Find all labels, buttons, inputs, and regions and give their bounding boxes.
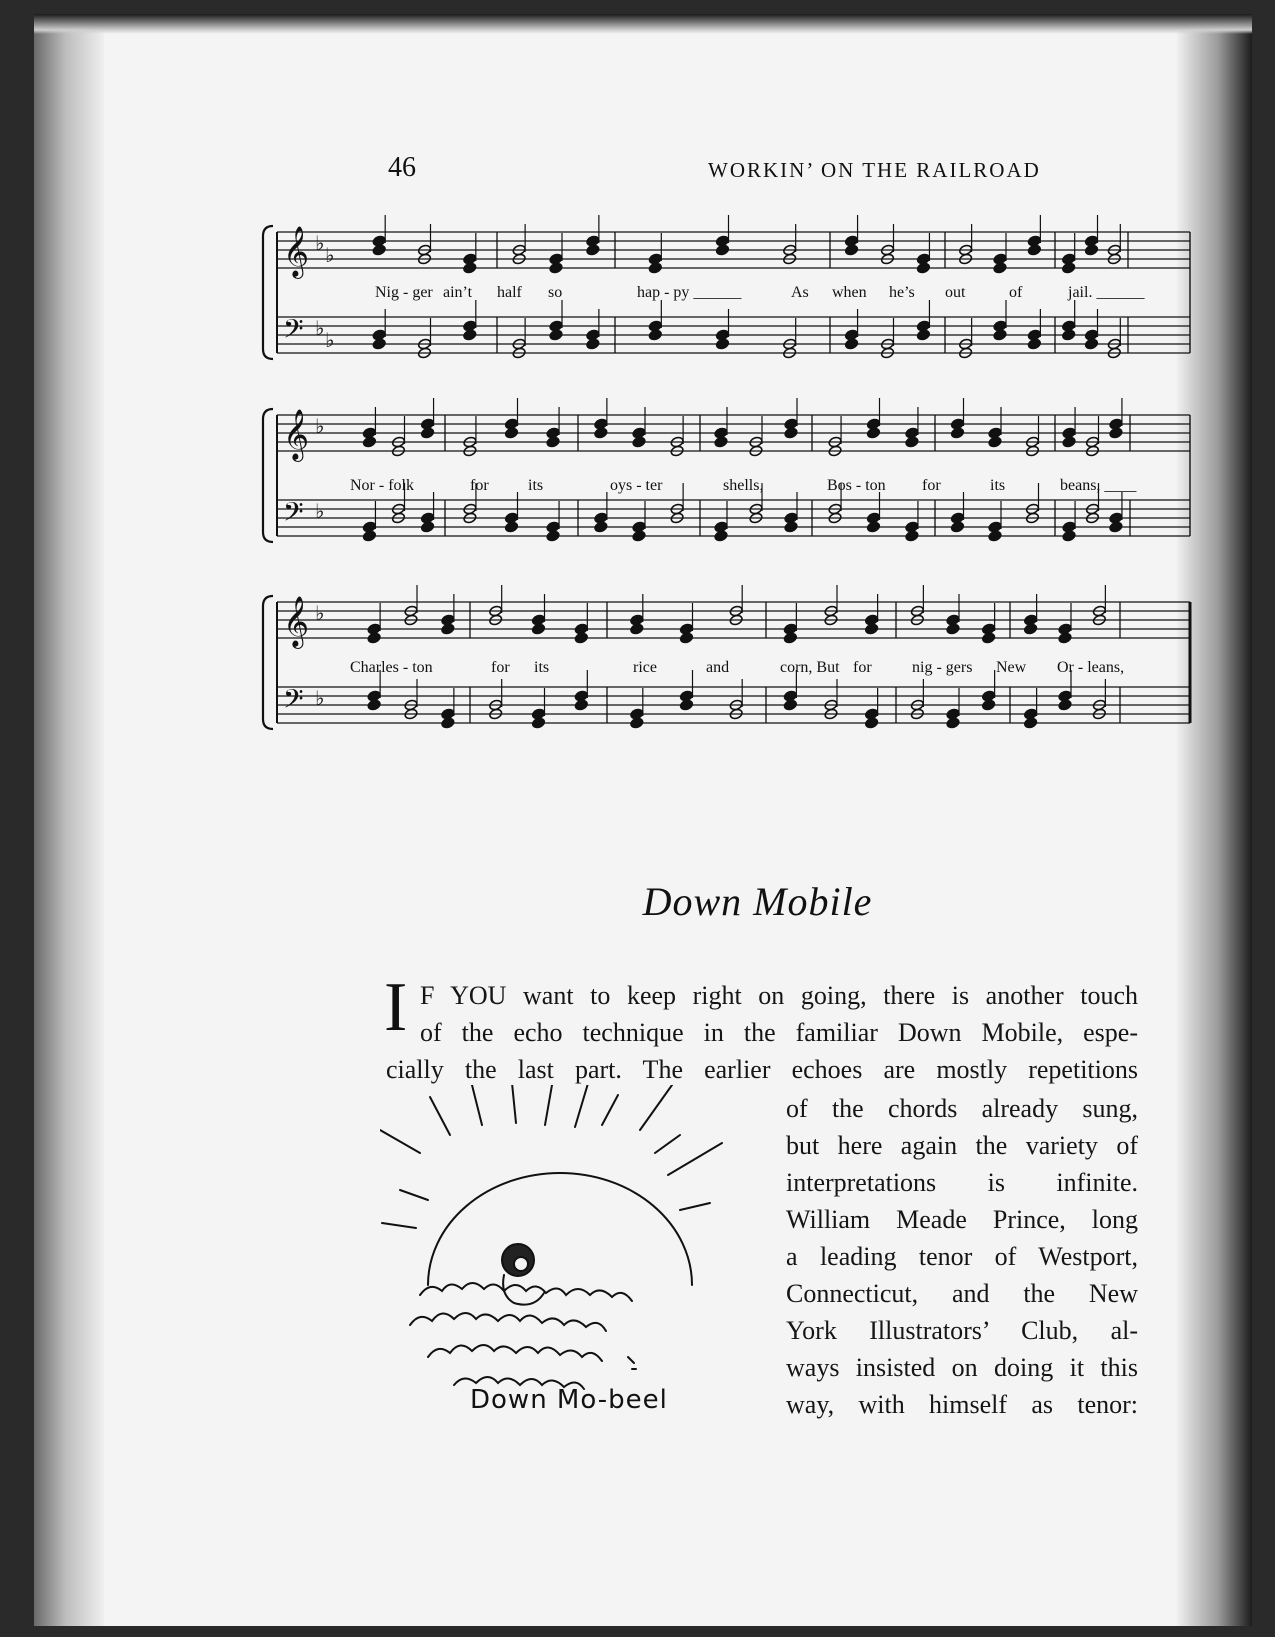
note-head [844, 244, 858, 256]
note-head [372, 244, 386, 256]
text-line: a leading tenor of Westport, [786, 1242, 1138, 1271]
illustration-caption: Down Mo-beel [470, 1385, 668, 1415]
music-system [263, 215, 1190, 359]
lyric-syllable: its [990, 477, 1006, 494]
note-head [549, 262, 563, 274]
note-head [531, 623, 545, 635]
system-bracket [263, 596, 273, 729]
note-head [630, 717, 644, 729]
flat-key-signature-icon: ♭ [315, 501, 325, 523]
text-line: interpretations is infinite. [786, 1168, 1138, 1197]
running-head: WORKIN’ ON THE RAILROAD [708, 158, 1041, 182]
bass-clef-icon: 𝄢 [283, 496, 304, 534]
note-head [504, 427, 518, 439]
note-head [679, 699, 693, 711]
note-head [715, 244, 729, 256]
note-head [362, 530, 376, 542]
section-title: Down Mobile [642, 879, 873, 924]
note-head [783, 699, 797, 711]
note-head [865, 717, 879, 729]
lyric-syllable: jail. ______ [1068, 284, 1145, 301]
note-head [574, 699, 588, 711]
treble-clef-icon: 𝄞 [283, 409, 310, 460]
lyric-syllable: Nig - ger [375, 284, 433, 301]
note-head [441, 717, 455, 729]
note-head [367, 632, 381, 644]
treble-clef-icon: 𝄞 [283, 596, 310, 647]
music-system [263, 585, 1190, 729]
note-head [1062, 329, 1076, 341]
lyric-syllable: he’s [889, 284, 915, 301]
lyric-syllable: its [528, 477, 544, 494]
note-head [714, 436, 728, 448]
lyric-syllable: Charles - ton [350, 659, 433, 676]
lyric-syllable: beans, ____ [1060, 477, 1137, 494]
note-head [1062, 530, 1076, 542]
note-head [905, 436, 919, 448]
note-head [1027, 244, 1041, 256]
note-head [1109, 521, 1123, 533]
note-head [1084, 244, 1098, 256]
lyric-syllable: Nor - folk [350, 477, 414, 494]
flat-key-signature-icon: ♭ [315, 688, 325, 710]
note-head [630, 623, 644, 635]
note-head [866, 427, 880, 439]
note-head [632, 530, 646, 542]
note-head [463, 329, 477, 341]
note-head [1024, 623, 1038, 635]
note-head [1062, 436, 1076, 448]
lyric-syllable: half [497, 284, 522, 301]
bass-clef-icon: 𝄢 [283, 313, 304, 351]
flat-key-signature-icon: ♭ [315, 416, 325, 438]
note-head [546, 436, 560, 448]
lyric-syllable: Or - leans, [1057, 659, 1125, 676]
note-head [1084, 338, 1098, 350]
note-head [844, 338, 858, 350]
note-head [784, 427, 798, 439]
article-paragraph [384, 969, 1138, 1088]
note-head [549, 329, 563, 341]
note-head [1062, 262, 1076, 274]
text-line: but here again the variety of [786, 1131, 1138, 1160]
bass-staff [277, 670, 1190, 729]
note-head [546, 530, 560, 542]
note-head [1058, 632, 1072, 644]
lyric-syllable: oys - ter [610, 477, 663, 494]
text-line: ways insisted on doing it this [786, 1353, 1138, 1382]
singer-figure [502, 1244, 544, 1305]
note-head [950, 521, 964, 533]
note-head [420, 521, 434, 533]
note-head [714, 530, 728, 542]
note-head [916, 262, 930, 274]
lyric-syllable: Bos - ton [827, 477, 886, 494]
sun-rays [380, 1085, 722, 1228]
note-head [574, 632, 588, 644]
note-head [982, 632, 996, 644]
lyric-syllable: nig - gers [912, 659, 973, 676]
lyric-syllable: its [534, 659, 550, 676]
text-line: F YOU want to keep right on going, there is another touch [420, 981, 1138, 1010]
note-head [905, 530, 919, 542]
text-line: way, with himself as tenor: [786, 1390, 1138, 1419]
note-head [784, 521, 798, 533]
treble-staff [277, 398, 1190, 462]
text-line: York Illustrators’ Club, al- [786, 1316, 1138, 1345]
note-head [1024, 717, 1038, 729]
lyric-syllable: rice [633, 659, 657, 676]
note-head [504, 521, 518, 533]
note-head [679, 632, 693, 644]
note-head [362, 436, 376, 448]
system-bracket [263, 226, 273, 359]
note-head [586, 338, 600, 350]
note-head [865, 623, 879, 635]
sun-arc [428, 1173, 692, 1285]
note-head [594, 427, 608, 439]
treble-clef-icon: 𝄞 [283, 226, 310, 277]
note-head [594, 521, 608, 533]
artist-monogram [628, 1357, 636, 1369]
lyric-syllable: for [922, 477, 941, 494]
note-head [420, 427, 434, 439]
text-line: of the echo technique in the familiar Down Mobile, espe- [420, 1018, 1138, 1047]
flat-key-signature-icon: ♭ [315, 233, 325, 255]
note-head [586, 244, 600, 256]
note-head [946, 717, 960, 729]
bass-staff [277, 300, 1190, 359]
note-head [531, 717, 545, 729]
lyric-syllable: for [853, 659, 872, 676]
text-line: Connecticut, and the New [786, 1279, 1138, 1308]
flat-key-signature-icon: ♭ [325, 330, 335, 352]
lyric-syllable: of [1009, 284, 1023, 301]
lyric-syllable: so [548, 284, 563, 301]
note-head [1058, 699, 1072, 711]
text-line: of the chords already sung, [786, 1094, 1138, 1123]
page-number: 46 [388, 152, 416, 183]
note-head [1109, 427, 1123, 439]
clouds [410, 1283, 632, 1389]
note-head [648, 262, 662, 274]
lyric-syllable: out [945, 284, 966, 301]
note-head [715, 338, 729, 350]
sheet-music-score [0, 0, 1275, 800]
note-head [441, 623, 455, 635]
note-head [982, 699, 996, 711]
note-head [1027, 338, 1041, 350]
sunrise-illustration [380, 1085, 740, 1395]
note-head [648, 329, 662, 341]
article-paragraph-wrapped [786, 1090, 1138, 1423]
note-head [988, 436, 1002, 448]
music-system [263, 398, 1190, 542]
text-line: cially the last part. The earlier echoes are mostly repetitions [386, 1055, 1138, 1084]
note-head [372, 338, 386, 350]
system-bracket [263, 409, 273, 542]
note-head [946, 623, 960, 635]
note-head [993, 262, 1007, 274]
bass-clef-icon: 𝄢 [283, 683, 304, 721]
flat-key-signature-icon: ♭ [315, 318, 325, 340]
lyric-syllable: As [791, 284, 809, 301]
note-head [367, 699, 381, 711]
treble-staff [277, 215, 1190, 279]
lyric-syllable: shells, [723, 477, 764, 494]
lyric-syllable: New [996, 659, 1027, 676]
lyric-syllable: when [832, 284, 867, 301]
note-head [866, 521, 880, 533]
note-head [463, 262, 477, 274]
text-line: William Meade Prince, long [786, 1205, 1138, 1234]
lyric-syllable: for [491, 659, 510, 676]
flat-key-signature-icon: ♭ [315, 603, 325, 625]
note-head [950, 427, 964, 439]
note-head [632, 436, 646, 448]
lyric-syllable: and [706, 659, 730, 676]
note-head [988, 530, 1002, 542]
drop-cap: I [384, 969, 408, 1046]
note-head [916, 329, 930, 341]
lyric-syllable: corn, But [780, 659, 840, 676]
lyric-syllable: ain’t [443, 284, 473, 301]
lyric-syllable: for [470, 477, 489, 494]
treble-staff [277, 585, 1190, 649]
note-head [993, 329, 1007, 341]
lyric-syllable: hap - py ______ [637, 284, 742, 301]
note-head [783, 632, 797, 644]
flat-key-signature-icon: ♭ [325, 245, 335, 267]
